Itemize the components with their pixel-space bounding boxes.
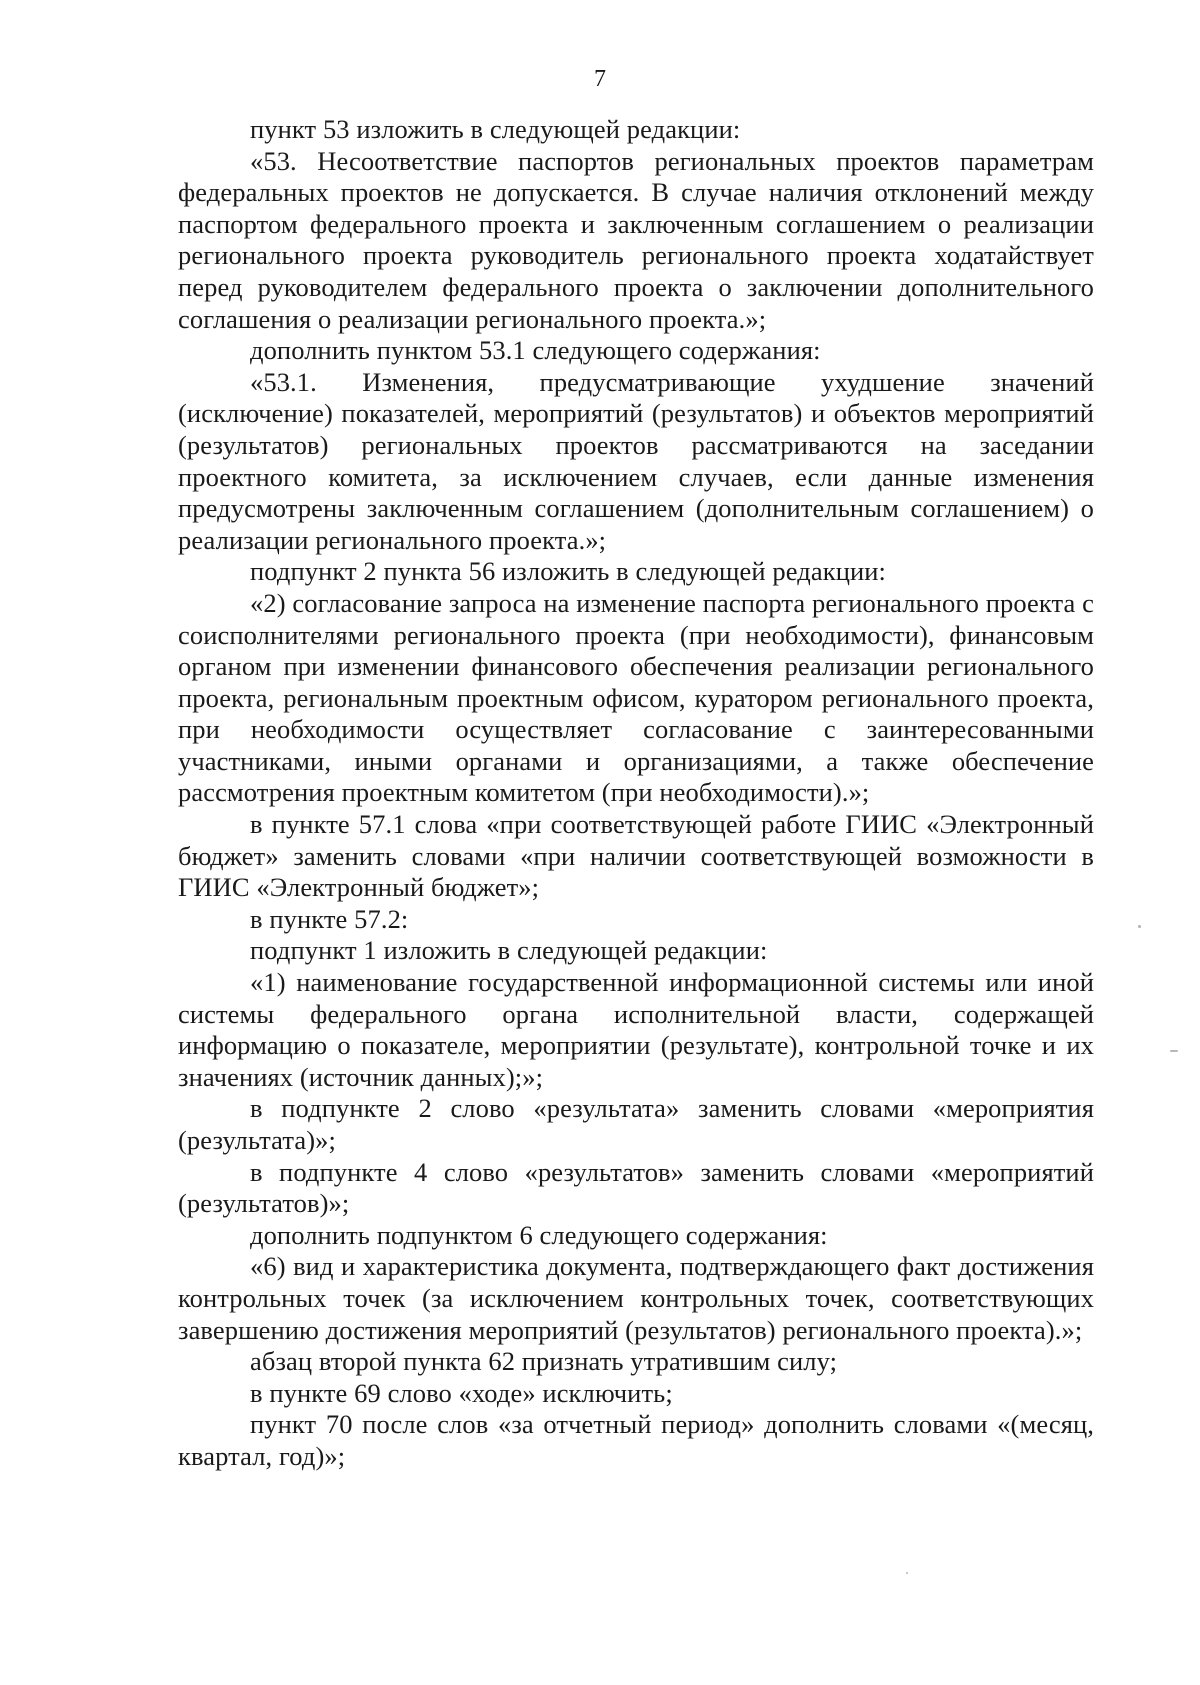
paragraph-3: дополнить пунктом 53.1 следующего содержания: [250, 335, 821, 366]
paragraph-17: пункт 70 после слов «за отчетный период» дополнить словами «(месяц, квартал, год)»; [178, 1409, 1094, 1471]
paragraph-12: в подпункте 4 слово «результатов» заменить словами «мероприятий (результатов)»; [178, 1156, 1094, 1219]
paragraph-4: «53.1. Изменения, предусматривающие ухудшение значений (исключение) показателей, мероприятий (результатов) и объектов мероприятий (результатов) региональных проектов рассматриваются на заседании проектного комитета, за исключением случаев, если данные изменения предусмотрены заключенным соглашением (дополнительным соглашением) о реализации регионального проекта.»; [178, 366, 1094, 555]
paragraph-6: «2) согласование запроса на изменение паспорта регионального проекта с соисполнителями регионального проекта (при необходимости), финансовым органом при изменении финансового обеспечения реализации регионального проекта, региональным проектным офисом, куратором регионального проекта, при необходимости осуществляет согласование с заинтересованными участниками, иными органами и организациями, а также обеспечение рассмотрения проектным комитетом (при необходимости).»; [178, 587, 1094, 808]
paragraph-7: в пункте 57.1 слова «при соответствующей работе ГИИС «Электронный бюджет» заменить словами «при наличии соответствующей возможности в ГИИС «Электронный бюджет»; [178, 809, 1094, 903]
scan-speck [1138, 925, 1141, 928]
paragraph-15: абзац второй пункта 62 признать утратившим силу; [250, 1346, 838, 1377]
paragraph-2: «53. Несоответствие паспортов региональных проектов параметрам федеральных проектов не допускается. В случае наличия отклонений между паспортом федерального проекта и заключенным соглашением о реализации регионального проекта руководитель регионального проекта ходатайствует перед руководителем федерального проекта о заключении дополнительного соглашения о реализации регионального проекта.»; [178, 145, 1094, 334]
paragraph-10: «1) наименование государственной информационной системы или иной системы федерального органа исполнительной власти, содержащей информацию о показателе, мероприятии (результате), контрольной точке и их значениях (источник данных);»; [178, 967, 1094, 1092]
paragraph-8: в пункте 57.2: [250, 903, 409, 934]
scan-speck [906, 1572, 908, 1574]
paragraph-14: «6) вид и характеристика документа, подтверждающего факт достижения контрольных точек (за исключением контрольных точек, соответствующих завершению достижения мероприятий (результатов) регионального проекта).»; [178, 1251, 1094, 1345]
paragraph-1: пункт 53 изложить в следующей редакции: [250, 114, 741, 144]
paragraph-11: в подпункте 2 слово «результата» заменить словами «мероприятия (результата)»; [178, 1093, 1094, 1155]
paragraph-9: подпункт 1 изложить в следующей редакции: [250, 935, 768, 966]
paragraph-13: дополнить подпунктом 6 следующего содержания: [250, 1219, 828, 1250]
scan-speck [1170, 1050, 1178, 1052]
paragraph-16: в пункте 69 слово «ходе» исключить; [250, 1377, 673, 1408]
page-number: 7 [594, 66, 606, 92]
document-body [178, 114, 1094, 1473]
paragraph-5: подпункт 2 пункта 56 изложить в следующей редакции: [250, 556, 887, 587]
